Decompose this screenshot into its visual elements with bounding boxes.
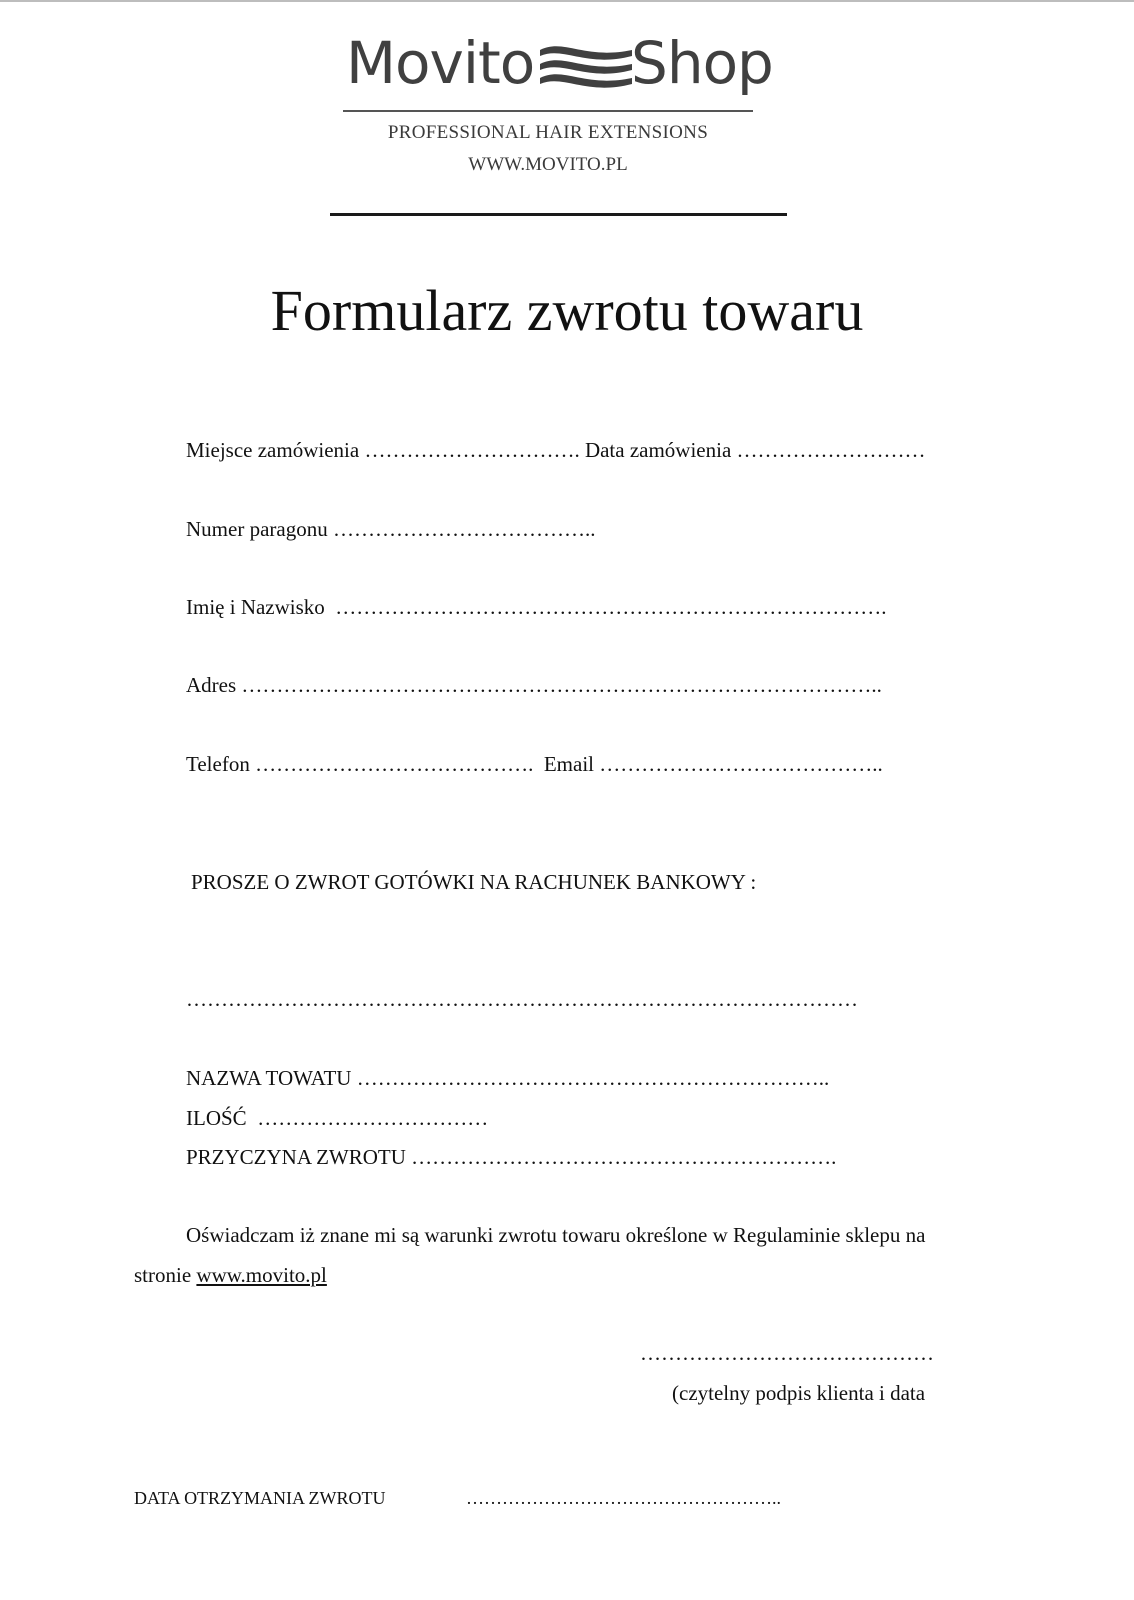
- address-field[interactable]: ………………………………………………………………………………..: [241, 673, 882, 697]
- logo-tagline: PROFESSIONAL HAIR EXTENSIONS: [387, 122, 709, 143]
- reason-row: [186, 1144, 836, 1170]
- receipt-number-label: Numer paragonu: [186, 517, 328, 541]
- order-date-field[interactable]: ………………………: [736, 438, 926, 462]
- contact-row: [186, 751, 883, 777]
- logo-url: WWW.MOVITO.PL: [468, 154, 628, 175]
- page-title: Formularz zwrotu towaru: [270, 278, 864, 343]
- phone-field[interactable]: ………………………………….: [255, 752, 534, 776]
- product-name-field[interactable]: …………………………………………………………..: [356, 1066, 830, 1090]
- logo-word-right: Shop: [631, 29, 773, 97]
- declaration-line-1: Oświadczam iż znane mi są warunki zwrotu towaru określone w Regulaminie sklepu na: [186, 1223, 926, 1247]
- logo-divider: [343, 110, 753, 112]
- order-place-label: Miejsce zamówienia: [186, 438, 360, 462]
- email-field[interactable]: …………………………………..: [599, 752, 883, 776]
- refund-heading: PROSZE O ZWROT GOTÓWKI NA RACHUNEK BANKOWY :: [191, 870, 757, 894]
- email-label: Email: [543, 752, 594, 776]
- product-name-label: NAZWA TOWATU: [186, 1066, 352, 1090]
- order-place-field[interactable]: ………………………….: [364, 438, 580, 462]
- product-name-row: [186, 1065, 829, 1091]
- received-date-label: DATA OTRZYMANIA ZWROTU: [134, 1488, 386, 1508]
- declaration-line-2: [134, 1262, 327, 1288]
- movito-link[interactable]: www.movito.pl: [196, 1263, 327, 1287]
- logo-word-left: Movito: [346, 29, 535, 97]
- address-row: [186, 672, 882, 698]
- address-label: Adres: [186, 673, 237, 697]
- receipt-row: [186, 516, 595, 542]
- movito-shop-logo: [346, 28, 786, 118]
- order-date-label: Data zamówienia: [584, 438, 732, 462]
- top-border: [0, 0, 1134, 2]
- bank-account-field[interactable]: ……………………………………………………………………………………: [186, 987, 858, 1011]
- full-name-field[interactable]: …………………………………………………………………….: [335, 595, 887, 619]
- phone-label: Telefon: [186, 752, 250, 776]
- full-name-label: Imię i Nazwisko: [186, 595, 325, 619]
- quantity-field[interactable]: ……………………………: [257, 1106, 489, 1130]
- quantity-label: ILOŚĆ: [186, 1106, 247, 1130]
- receipt-number-field[interactable]: ………………………………..: [332, 517, 596, 541]
- wave-logo-icon: [536, 36, 636, 96]
- header-divider: [330, 213, 787, 216]
- reason-field[interactable]: …………………………………………………….: [411, 1145, 837, 1169]
- reason-label: PRZYCZYNA ZWROTU: [186, 1145, 406, 1169]
- declaration-prefix: stronie: [134, 1263, 197, 1287]
- signature-caption: (czytelny podpis klienta i data: [672, 1381, 926, 1405]
- signature-field[interactable]: ……………………………………: [640, 1341, 934, 1365]
- quantity-row: [186, 1105, 488, 1131]
- order-row: [186, 437, 926, 463]
- received-date-field[interactable]: ……………………………………………..: [466, 1488, 781, 1508]
- name-row: [186, 594, 887, 620]
